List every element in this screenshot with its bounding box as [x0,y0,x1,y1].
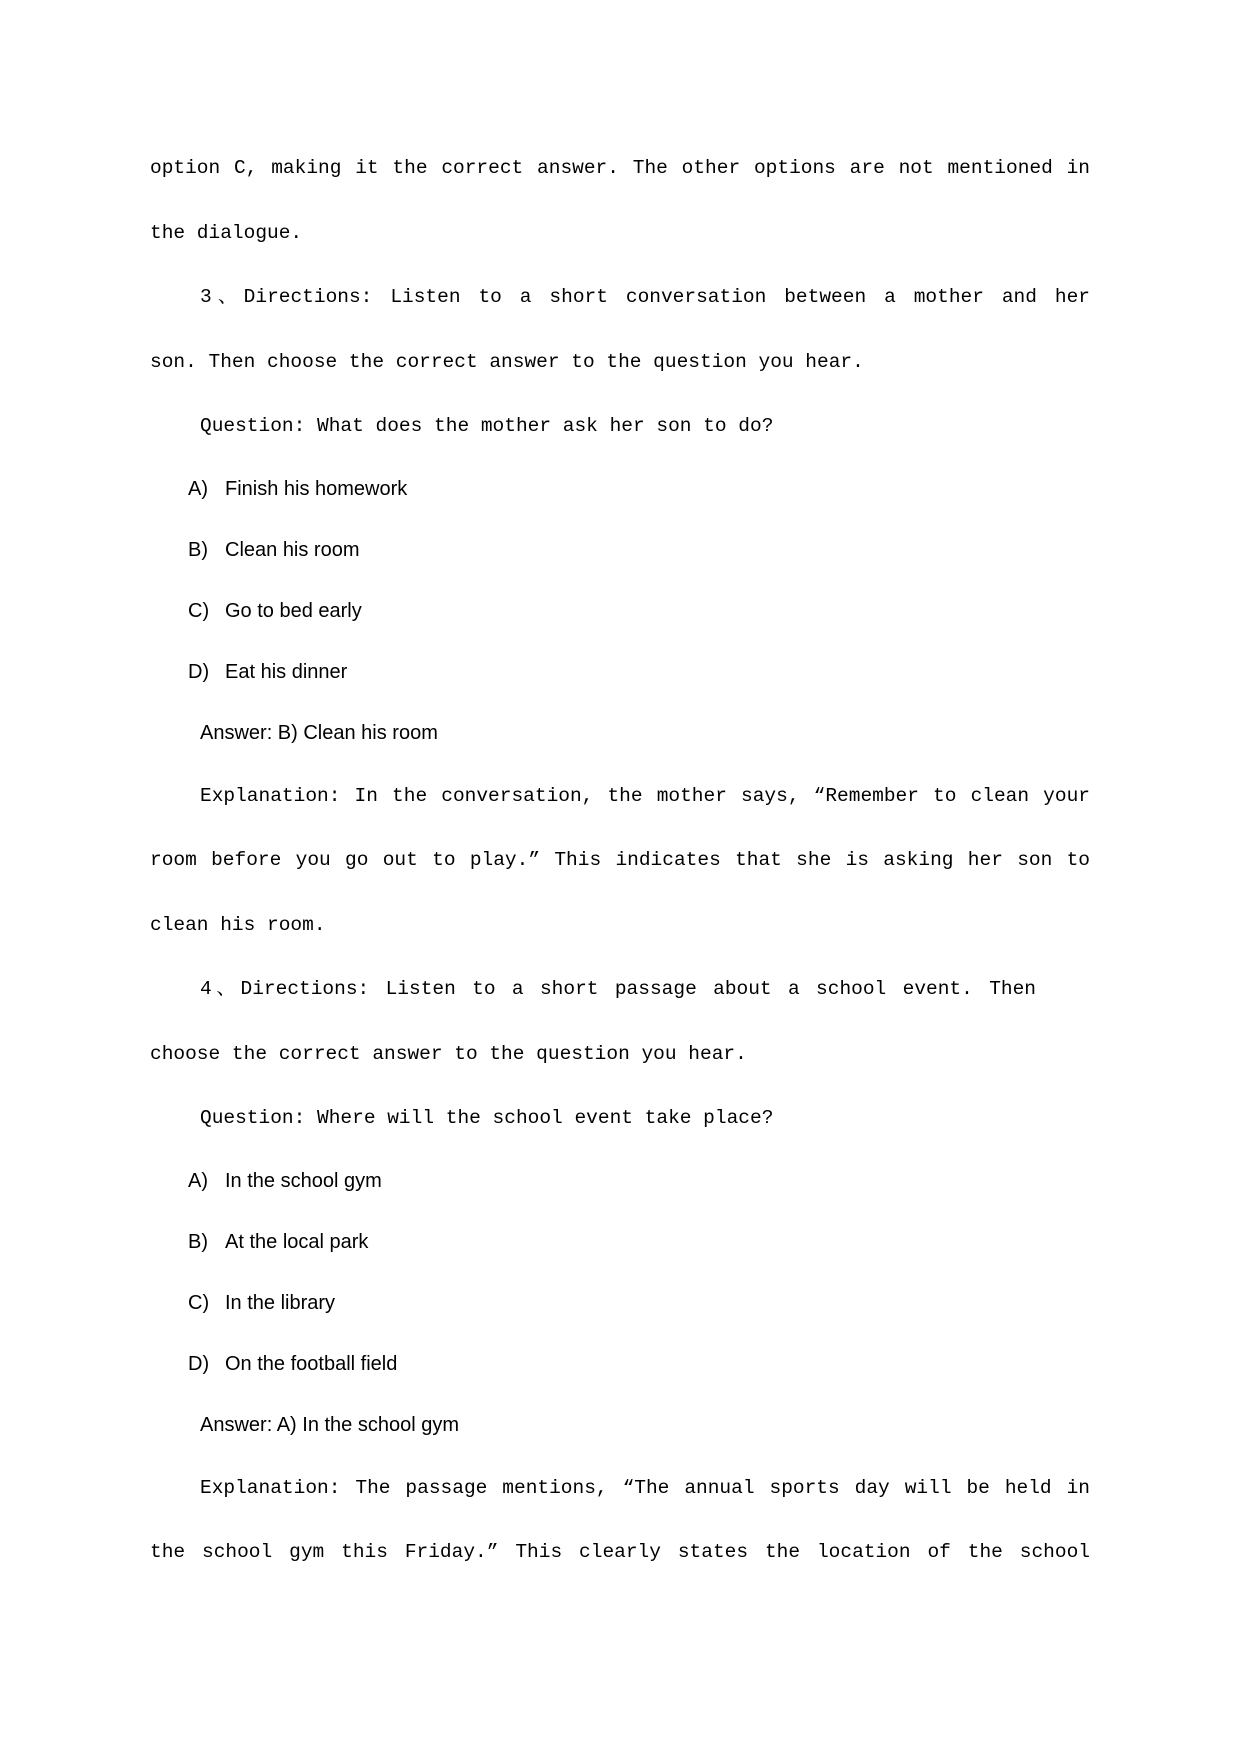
directions-line: 3、Directions: Listen to a short conversation between a mother and her [200,286,1090,308]
option-letter: A) [188,1169,208,1192]
option-c [150,581,1090,642]
explanation-line: option C, making it the correct answer. The other options are not mentioned in [150,157,1090,179]
question-text: Question: What does the mother ask her son to do? [200,415,774,437]
option-text: Eat his dinner [225,660,348,683]
directions-line: son. Then choose the correct answer to the question you hear. [150,350,864,373]
option-text: Clean his room [225,538,360,561]
option-text: In the school gym [225,1169,382,1192]
option-letter: C) [188,599,210,622]
option-a [150,1151,1090,1212]
option-c [150,1273,1090,1334]
option-b [150,1212,1090,1273]
answer-line: Answer: B) Clean his room [200,721,438,744]
directions-line: choose the correct answer to the question you hear. [150,1042,747,1065]
option-text: In the library [225,1291,336,1314]
explanation-line: clean his room. [150,913,326,936]
option-d [150,642,1090,703]
option-b [150,520,1090,581]
explanation-line: Explanation: In the conversation, the mother says, “Remember to clean your [200,784,1090,807]
option-letter: B) [188,1230,208,1253]
option-text: At the local park [225,1230,369,1253]
explanation-line: the dialogue. [150,221,303,244]
option-letter: C) [188,1291,210,1314]
option-letter: A) [188,477,208,500]
explanation-line: the school gym this Friday.” This clearly states the location of the school [150,1541,1090,1563]
question-3-block [150,265,1241,957]
explanation-line: Explanation: The passage mentions, “The annual sports day will be held in [200,1476,1090,1499]
option-letter: D) [188,660,210,683]
option-d [150,1334,1090,1395]
option-a [150,459,1090,520]
option-letter: B) [188,538,208,561]
question-text: Question: Where will the school event take place? [200,1107,774,1129]
option-text: Finish his homework [225,477,408,500]
option-letter: D) [188,1352,210,1375]
directions-line: 4、Directions: Listen to a short passage about a school event. Then [200,978,1036,1000]
answer-line: Answer: A) In the school gym [200,1413,460,1436]
option-text: On the football field [225,1352,398,1375]
question-4-block [150,957,1241,1585]
option-text: Go to bed early [225,599,362,622]
explanation-line: room before you go out to play.” This indicates that she is asking her son to [150,849,1090,871]
previous-explanation-continuation [150,136,1241,265]
